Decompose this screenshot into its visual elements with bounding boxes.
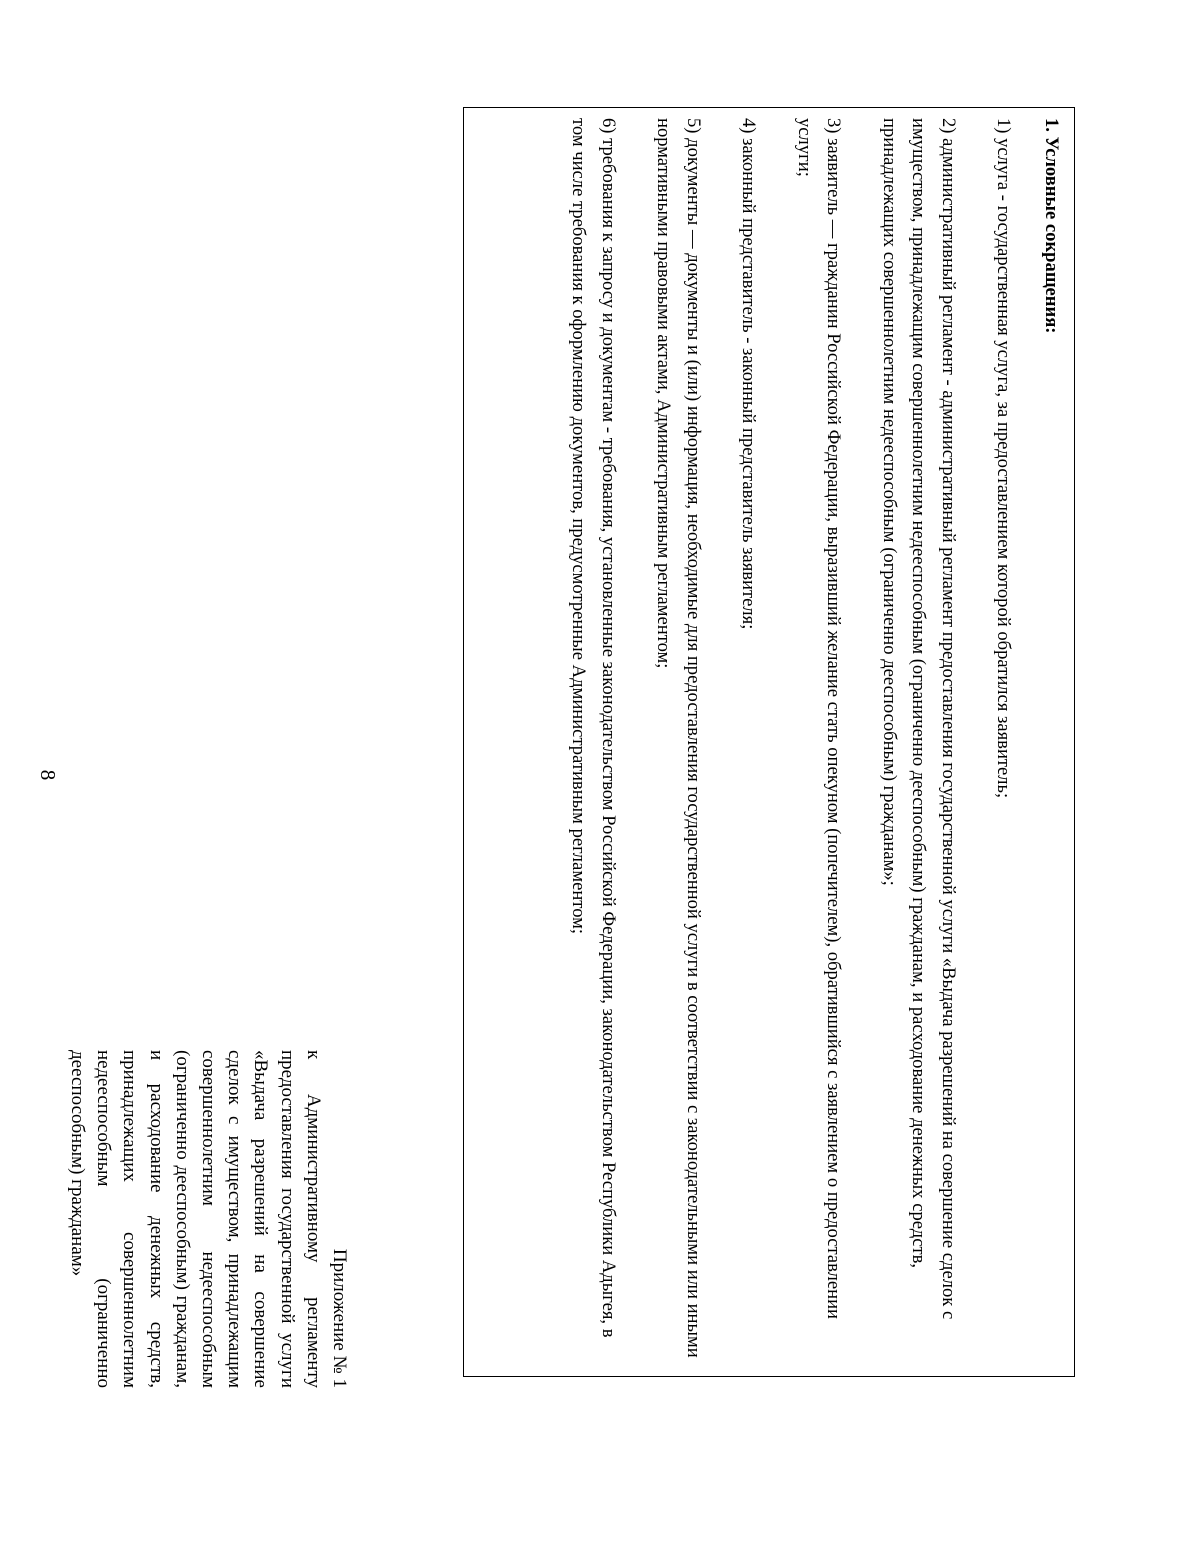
abbreviation-item: 4) законный представитель - законный представитель заявителя; bbox=[738, 118, 760, 630]
abbreviation-item: 5) документы — документы и (или) информация, необходимые для предоставления государственной услуги в соответствии с законодательными или иными нормативными правовыми актами, Административным регламентом; bbox=[653, 118, 704, 1358]
abbreviations-box bbox=[463, 107, 1075, 1377]
appendix-text: к Административному регламенту предоставления государственной услуги «Выдача разрешений на совершение сделок с имуществом, принадлежащим совершеннолетним недееспособным (ограниченно дееспособным) гражданам, и расходование денежных средств, принадлежащих совершеннолетним недееспособным (ограниченно дееспособным) гражданам» bbox=[66, 1050, 324, 1388]
abbreviation-item: 1) услуга - государственная услуга, за предоставлением которой обратился заявитель; bbox=[993, 118, 1015, 799]
abbreviation-item: 3) заявитель — гражданин Российской Федерации, выразивший желание стать опекуном (попечителем), обратившийся с заявлением о предоставлении услуги; bbox=[794, 118, 845, 1320]
abbreviation-item: 2) административный регламент - административный регламент предоставления государственной услуги «Выдача разрешений на совершение сделок с имуществом, принадлежащим совершеннолетним недееспособным (ограниченно дееспособным) гражданам, и расходование денежных средств, принадлежащих совершеннолетним недееспособным (ограниченно дееспособным) гражданам»; bbox=[879, 118, 959, 1320]
appendix-block bbox=[64, 1050, 352, 1388]
abbreviations-heading: 1. Условные сокращения: bbox=[1041, 118, 1062, 334]
page-number: 8 bbox=[36, 769, 60, 781]
abbreviation-item: 6) требования к запросу и документам - требования, установленные законодательством Российской Федерации, законодательством Республики Адыгея, в том числе требования к оформлению документов, предусмотренные Административным регламентом; bbox=[568, 118, 619, 1338]
appendix-title: Приложение № 1 bbox=[329, 1248, 350, 1388]
